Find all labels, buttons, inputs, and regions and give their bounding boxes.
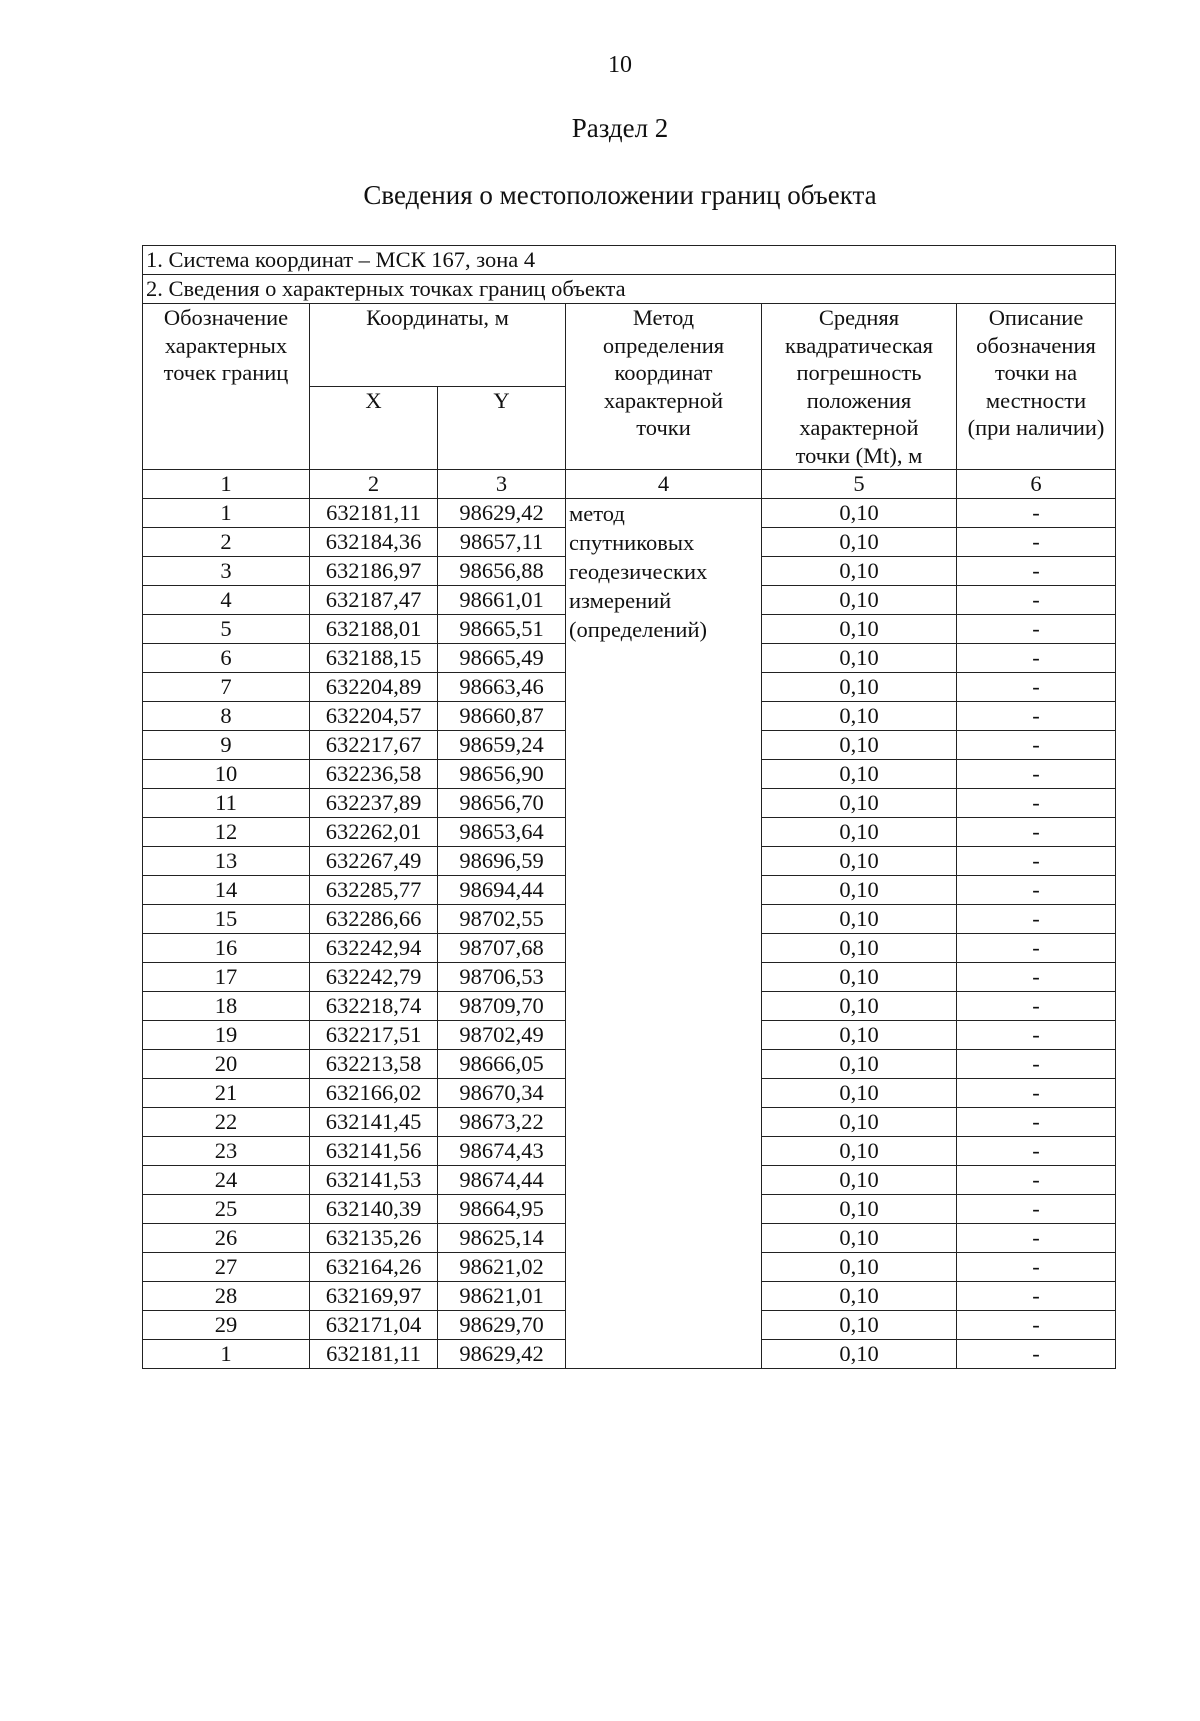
- point-number: 14: [143, 876, 310, 905]
- point-x: 632166,02: [310, 1079, 438, 1108]
- method-line: спутниковых: [569, 530, 695, 555]
- point-x: 632267,49: [310, 847, 438, 876]
- header-description-line: точки на: [994, 360, 1078, 385]
- point-number: 5: [143, 615, 310, 644]
- point-mt: 0,10: [762, 847, 957, 876]
- point-y: 98665,49: [438, 644, 566, 673]
- point-number: 12: [143, 818, 310, 847]
- point-description: -: [957, 876, 1116, 905]
- header-description-line: обозначения: [976, 332, 1096, 358]
- point-description: -: [957, 905, 1116, 934]
- header-error-line: положения: [806, 387, 912, 413]
- point-number: 1: [143, 499, 310, 528]
- point-x: 632181,11: [310, 499, 438, 528]
- point-x: 632141,45: [310, 1108, 438, 1137]
- point-x: 632217,67: [310, 731, 438, 760]
- point-y: 98673,22: [438, 1108, 566, 1137]
- point-number: 22: [143, 1108, 310, 1137]
- column-number: 5: [762, 470, 957, 499]
- point-x: 632236,58: [310, 760, 438, 789]
- point-x: 632204,89: [310, 673, 438, 702]
- point-mt: 0,10: [762, 1079, 957, 1108]
- point-number: 18: [143, 992, 310, 1021]
- point-description: -: [957, 557, 1116, 586]
- point-mt: 0,10: [762, 644, 957, 673]
- point-x: 632217,51: [310, 1021, 438, 1050]
- point-mt: 0,10: [762, 905, 957, 934]
- point-number: 3: [143, 557, 310, 586]
- coordinate-system-cell: 1. Система координат – МСК 167, зона 4: [143, 246, 1116, 275]
- point-number: 15: [143, 905, 310, 934]
- header-designation-line: Обозначение: [163, 305, 289, 330]
- point-x: 632213,58: [310, 1050, 438, 1079]
- point-number: 20: [143, 1050, 310, 1079]
- point-x: 632181,11: [310, 1340, 438, 1369]
- header-description: [957, 304, 1116, 470]
- point-mt: 0,10: [762, 615, 957, 644]
- page-number: 10: [608, 52, 632, 78]
- point-x: 632141,53: [310, 1166, 438, 1195]
- point-description: -: [957, 731, 1116, 760]
- point-description: -: [957, 673, 1116, 702]
- point-description: -: [957, 1079, 1116, 1108]
- point-mt: 0,10: [762, 789, 957, 818]
- point-description: -: [957, 1050, 1116, 1079]
- point-y: 98660,87: [438, 702, 566, 731]
- point-number: 9: [143, 731, 310, 760]
- header-method-line: характерной: [603, 387, 724, 413]
- point-description: -: [957, 847, 1116, 876]
- point-y: 98663,46: [438, 673, 566, 702]
- section-title: Раздел 2: [571, 113, 669, 143]
- point-x: 632237,89: [310, 789, 438, 818]
- method-line: измерений: [569, 588, 672, 613]
- point-x: 632187,47: [310, 586, 438, 615]
- point-y: 98653,64: [438, 818, 566, 847]
- header-method-line: точки: [636, 415, 691, 440]
- header-error: [762, 304, 957, 470]
- point-mt: 0,10: [762, 1166, 957, 1195]
- point-y: 98661,01: [438, 586, 566, 615]
- header-designation-line: характерных: [164, 332, 288, 358]
- point-y: 98629,42: [438, 1340, 566, 1369]
- point-y: 98664,95: [438, 1195, 566, 1224]
- point-number: 29: [143, 1311, 310, 1340]
- column-number: 2: [310, 470, 438, 499]
- point-description: -: [957, 963, 1116, 992]
- table-row: [143, 499, 1116, 528]
- point-number: 27: [143, 1253, 310, 1282]
- point-description: -: [957, 1340, 1116, 1369]
- point-y: 98694,44: [438, 876, 566, 905]
- method-line: (определений): [569, 617, 707, 642]
- point-number: 13: [143, 847, 310, 876]
- point-y: 98674,44: [438, 1166, 566, 1195]
- point-y: 98625,14: [438, 1224, 566, 1253]
- header-description-line: местности: [985, 387, 1087, 413]
- column-number: 3: [438, 470, 566, 499]
- point-mt: 0,10: [762, 557, 957, 586]
- point-y: 98696,59: [438, 847, 566, 876]
- point-mt: 0,10: [762, 1137, 957, 1166]
- point-y: 98670,34: [438, 1079, 566, 1108]
- header-method-line: Метод: [632, 305, 695, 330]
- point-x: 632164,26: [310, 1253, 438, 1282]
- point-x: 632204,57: [310, 702, 438, 731]
- point-description: -: [957, 1311, 1116, 1340]
- point-number: 1: [143, 1340, 310, 1369]
- header-designation: [143, 304, 310, 470]
- point-description: -: [957, 528, 1116, 557]
- header-description-line: Описание: [988, 305, 1084, 330]
- point-mt: 0,10: [762, 992, 957, 1021]
- point-description: -: [957, 789, 1116, 818]
- point-number: 28: [143, 1282, 310, 1311]
- point-mt: 0,10: [762, 1311, 957, 1340]
- point-description: -: [957, 1195, 1116, 1224]
- point-mt: 0,10: [762, 1282, 957, 1311]
- point-mt: 0,10: [762, 702, 957, 731]
- boundary-points-table: [142, 245, 1116, 1369]
- point-mt: 0,10: [762, 934, 957, 963]
- method-line: геодезических: [569, 559, 708, 584]
- point-y: 98702,55: [438, 905, 566, 934]
- point-description: -: [957, 615, 1116, 644]
- point-number: 26: [143, 1224, 310, 1253]
- point-number: 6: [143, 644, 310, 673]
- header-error-line: точки (Mt), м: [795, 442, 923, 468]
- point-x: 632171,04: [310, 1311, 438, 1340]
- header-method: [566, 304, 762, 470]
- point-y: 98629,42: [438, 499, 566, 528]
- points-info-row: [143, 275, 1116, 304]
- points-info-cell: 2. Сведения о характерных точках границ объекта: [143, 275, 1116, 304]
- point-y: 98674,43: [438, 1137, 566, 1166]
- point-number: 16: [143, 934, 310, 963]
- coordinate-system-row: [143, 246, 1116, 275]
- point-description: -: [957, 1224, 1116, 1253]
- point-mt: 0,10: [762, 760, 957, 789]
- column-number: 1: [143, 470, 310, 499]
- header-method-line: координат: [614, 360, 713, 385]
- point-mt: 0,10: [762, 528, 957, 557]
- point-x: 632188,15: [310, 644, 438, 673]
- point-description: -: [957, 1137, 1116, 1166]
- header-error-line: погрешность: [796, 360, 922, 385]
- point-mt: 0,10: [762, 1050, 957, 1079]
- header-y: Y: [438, 387, 566, 470]
- point-mt: 0,10: [762, 1108, 957, 1137]
- point-description: -: [957, 1282, 1116, 1311]
- point-y: 98665,51: [438, 615, 566, 644]
- point-y: 98706,53: [438, 963, 566, 992]
- point-mt: 0,10: [762, 1224, 957, 1253]
- point-y: 98656,70: [438, 789, 566, 818]
- point-description: -: [957, 499, 1116, 528]
- point-number: 24: [143, 1166, 310, 1195]
- point-mt: 0,10: [762, 1340, 957, 1369]
- point-description: -: [957, 586, 1116, 615]
- point-number: 25: [143, 1195, 310, 1224]
- point-x: 632135,26: [310, 1224, 438, 1253]
- point-x: 632262,01: [310, 818, 438, 847]
- method-cell: [566, 499, 762, 1369]
- point-mt: 0,10: [762, 1021, 957, 1050]
- point-mt: 0,10: [762, 673, 957, 702]
- point-y: 98629,70: [438, 1311, 566, 1340]
- point-mt: 0,10: [762, 1195, 957, 1224]
- point-number: 10: [143, 760, 310, 789]
- point-description: -: [957, 818, 1116, 847]
- point-number: 4: [143, 586, 310, 615]
- header-x: X: [310, 387, 438, 470]
- point-y: 98657,11: [438, 528, 566, 557]
- header-row-1: [143, 304, 1116, 387]
- header-error-line: квадратическая: [785, 332, 933, 358]
- point-y: 98666,05: [438, 1050, 566, 1079]
- point-number: 8: [143, 702, 310, 731]
- point-description: -: [957, 1166, 1116, 1195]
- point-number: 23: [143, 1137, 310, 1166]
- point-x: 632242,79: [310, 963, 438, 992]
- point-x: 632140,39: [310, 1195, 438, 1224]
- point-mt: 0,10: [762, 731, 957, 760]
- point-x: 632218,74: [310, 992, 438, 1021]
- point-y: 98709,70: [438, 992, 566, 1021]
- point-number: 19: [143, 1021, 310, 1050]
- column-number: 6: [957, 470, 1116, 499]
- column-number: 4: [566, 470, 762, 499]
- point-mt: 0,10: [762, 818, 957, 847]
- point-mt: 0,10: [762, 876, 957, 905]
- point-x: 632169,97: [310, 1282, 438, 1311]
- point-description: -: [957, 702, 1116, 731]
- point-description: -: [957, 1021, 1116, 1050]
- point-description: -: [957, 1108, 1116, 1137]
- document-title: Сведения о местоположении границ объекта: [363, 180, 877, 210]
- point-description: -: [957, 644, 1116, 673]
- header-description-line: (при наличии): [967, 415, 1105, 440]
- point-mt: 0,10: [762, 586, 957, 615]
- header-coordinates: Координаты, м: [310, 304, 566, 387]
- header-error-line: характерной: [799, 415, 919, 440]
- point-mt: 0,10: [762, 963, 957, 992]
- header-method-line: определения: [602, 332, 725, 358]
- point-x: 632188,01: [310, 615, 438, 644]
- point-x: 632184,36: [310, 528, 438, 557]
- point-number: 17: [143, 963, 310, 992]
- point-x: 632242,94: [310, 934, 438, 963]
- point-y: 98656,90: [438, 760, 566, 789]
- point-x: 632141,56: [310, 1137, 438, 1166]
- header-designation-line: точек границ: [163, 360, 289, 385]
- point-y: 98702,49: [438, 1021, 566, 1050]
- point-description: -: [957, 992, 1116, 1021]
- point-y: 98656,88: [438, 557, 566, 586]
- point-y: 98707,68: [438, 934, 566, 963]
- point-mt: 0,10: [762, 1253, 957, 1282]
- point-x: 632285,77: [310, 876, 438, 905]
- point-description: -: [957, 1253, 1116, 1282]
- point-description: -: [957, 760, 1116, 789]
- point-number: 21: [143, 1079, 310, 1108]
- method-line: метод: [569, 501, 625, 526]
- point-mt: 0,10: [762, 499, 957, 528]
- point-y: 98621,01: [438, 1282, 566, 1311]
- point-number: 11: [143, 789, 310, 818]
- point-y: 98659,24: [438, 731, 566, 760]
- point-description: -: [957, 934, 1116, 963]
- column-numbers-row: [143, 470, 1116, 499]
- point-y: 98621,02: [438, 1253, 566, 1282]
- header-error-line: Средняя: [818, 305, 900, 330]
- point-number: 7: [143, 673, 310, 702]
- point-number: 2: [143, 528, 310, 557]
- point-x: 632286,66: [310, 905, 438, 934]
- point-x: 632186,97: [310, 557, 438, 586]
